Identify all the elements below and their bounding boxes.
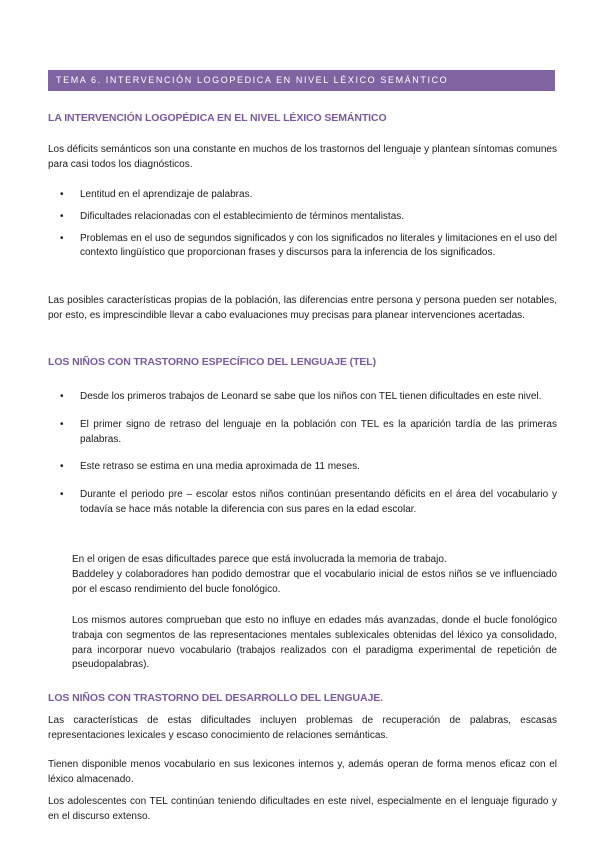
bullet-glyph: • xyxy=(60,418,64,430)
tdl-paragraph-3: Los adolescentes con TEL continúan teniendo dificultades en este nivel, especialmente en el lenguaje figurado y en el discurso extenso. xyxy=(48,796,557,822)
bullet-glyph: • xyxy=(60,461,64,473)
bullet-glyph: • xyxy=(60,391,64,402)
bullet-glyph: • xyxy=(60,210,64,222)
bullet-glyph: • xyxy=(60,189,64,200)
tdl-paragraph-2: Tienen disponible menos vocabulario en sus lexicones internos y, además operan de forma menos eficaz con el léxico almacenado. xyxy=(48,759,557,785)
section-heading-tdl: LOS NIÑOS CON TRASTORNO DEL DESARROLLO DEL LENGUAJE. xyxy=(48,692,383,704)
list-item: • Problemas en el uso de segundos significados y con los significados no literales y limitaciones en el uso del contexto lingüístico que proporcionan frases y discursos para la inferencia de los significados. xyxy=(60,232,557,259)
section-heading-tel: LOS NIÑOS CON TRASTORNO ESPECÍFICO DEL LENGUAJE (TEL) xyxy=(48,356,377,368)
section1-closing: Las posibles características propias de la población, las diferencias entre persona y persona pueden ser notables, por esto, es imprescindible llevar a cabo evaluaciones muy precisas para planear intervenciones acertadas. xyxy=(48,295,557,321)
tel-memory-line: En el origen de esas dificultades parece que está involucrada la memoria de trabajo. xyxy=(72,554,447,565)
section2-bullet-list xyxy=(52,390,557,518)
tel-authors-paragraph: Los mismos autores comprueban que esto no influye en edades más avanzadas, donde el bucle fonológico trabaja con segmentos de las representaciones mentales sublexicales obtenidas del léxico ya consolidado, para incorporar nuevo vocabulario (trabajos realizados con el paradigma experimental de repetición de pseudopalabras). xyxy=(72,615,557,671)
section-heading-intervencion: LA INTERVENCIÓN LOGOPÉDICA EN EL NIVEL LÉXICO SEMÁNTICO xyxy=(48,112,387,124)
list-item: • Este retraso se estima en una media aproximada de 11 meses. xyxy=(52,460,557,475)
tel-baddeley-paragraph: Baddeley y colaboradores han podido demostrar que el vocabulario inicial de estos niños se ve influenciado por el escaso rendimiento del bucle fonológico. xyxy=(72,569,557,595)
list-item: • Durante el periodo pre – escolar estos niños continúan presentando déficits en el área del vocabulario y todavía se hace más notable la diferencia con sus pares en la edad escolar. xyxy=(60,489,557,515)
section1-intro: Los déficits semánticos son una constante en muchos de los trastornos del lenguaje y plantean síntomas comunes para casi todos los diagnósticos. xyxy=(48,144,557,170)
bullet-glyph: • xyxy=(60,489,64,501)
section1-bullet-list xyxy=(52,188,557,261)
list-item: • El primer signo de retraso del lenguaje en la población con TEL es la aparición tardía de las primeras palabras. xyxy=(60,418,557,445)
bullet-glyph: • xyxy=(60,232,64,244)
tdl-paragraph-1: Las características de estas dificultades incluyen problemas de recuperación de palabras, escasas representaciones lexicales y escaso conocimiento de relaciones semánticas. xyxy=(48,715,557,741)
list-item: • Dificultades relacionadas con el establecimiento de términos mentalistas. xyxy=(52,210,557,225)
list-item: • Lentitud en el aprendizaje de palabras. xyxy=(52,188,557,203)
topic-banner: TEMA 6. INTERVENCIÓN LOGOPEDICA EN NIVEL LÉXICO SEMÁNTICO xyxy=(48,70,555,91)
list-item: • Desde los primeros trabajos de Leonard se sabe que los niños con TEL tienen dificultades en este nivel. xyxy=(52,390,557,405)
